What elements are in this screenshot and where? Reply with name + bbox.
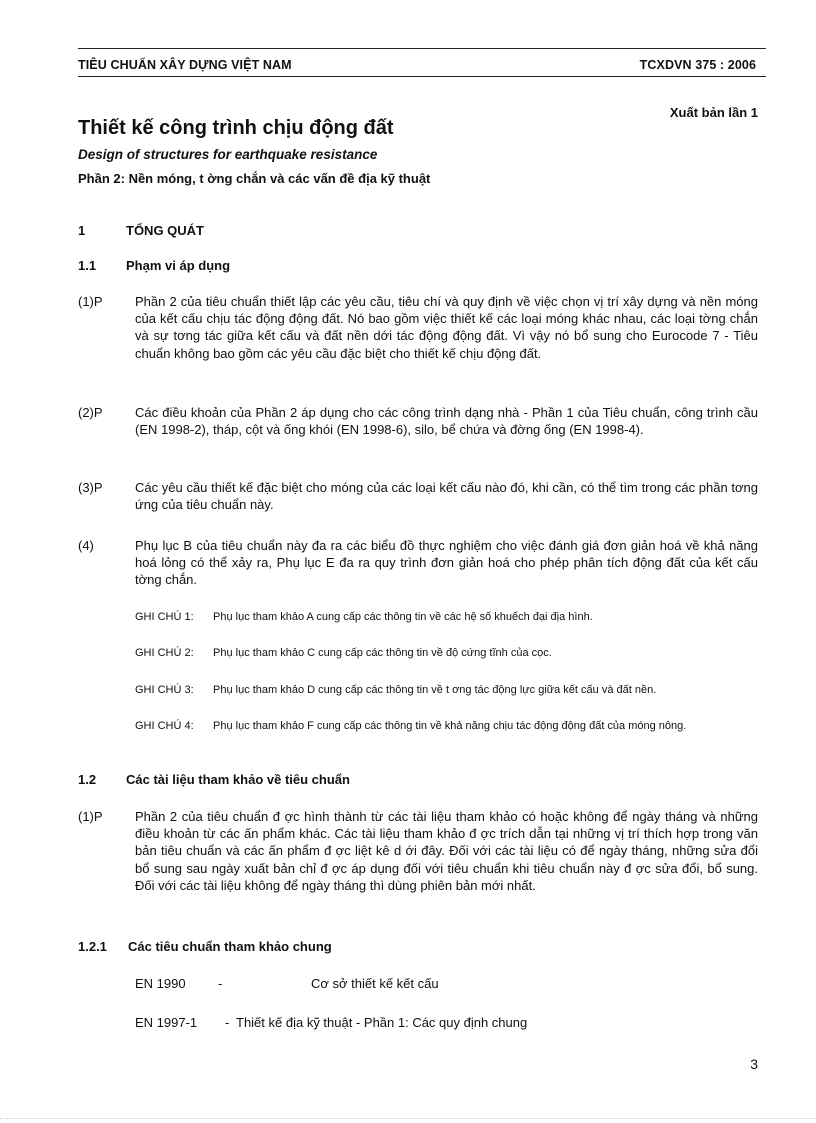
document-subtitle: Design of structures for earthquake resistance bbox=[78, 147, 378, 162]
document-part-title: Phần 2: Nền móng, t ờng chắn và các vấn đề địa kỹ thuật bbox=[78, 171, 431, 186]
reference-2-dash: - bbox=[225, 1015, 230, 1030]
note-4 bbox=[135, 719, 758, 734]
section-1-title: TỔNG QUÁT bbox=[126, 223, 204, 238]
paragraph-label: (3)P bbox=[78, 480, 103, 495]
note-1 bbox=[135, 610, 758, 625]
note-text: Phụ lục tham khảo C cung cấp các thông tin về độ cứng tĩnh của cọc. bbox=[213, 647, 552, 659]
paragraph-label: (1)P bbox=[78, 294, 103, 309]
reference-1-dash: - bbox=[218, 976, 223, 991]
note-2 bbox=[135, 646, 758, 661]
note-label: GHI CHÚ 2: bbox=[135, 647, 194, 659]
paragraph-text: Phụ lục B của tiêu chuẩn này đa ra các biểu đồ thực nghiệm cho việc đánh giá đơn giản hoá về khả năng hoá lỏng có thể xảy ra, Phụ lục E đa ra quy trình đơn giản hoá cho phép phân tích động đất của kết cấu tờng chắn. bbox=[135, 538, 758, 588]
section-1-2-1-number: 1.2.1 bbox=[78, 939, 107, 954]
note-label: GHI CHÚ 3: bbox=[135, 684, 194, 696]
reference-2-desc: Thiết kế địa kỹ thuật - Phần 1: Các quy định chung bbox=[236, 1015, 528, 1030]
document-title: Thiết kế công trình chịu động đất bbox=[78, 117, 394, 139]
reference-1-desc: Cơ sở thiết kế kết cấu bbox=[311, 976, 439, 991]
header-bottom-rule bbox=[78, 76, 766, 77]
note-text: Phụ lục tham khảo A cung cấp các thông tin về các hệ số khuếch đại địa hình. bbox=[213, 611, 593, 623]
paragraph-1-2-1 bbox=[78, 808, 758, 894]
paragraph-text: Phần 2 của tiêu chuẩn thiết lập các yêu cầu, tiêu chí và quy định về việc chọn vị trí xây dựng và nền móng của kết cấu chịu tác động động đất. Nó bao gồm việc thiết kế các loại móng khác nhau, các loại tờng chắn và sự tơng tác giữa kết cấu và đất nền dới tác động động đất. Vì vậy nó bổ sung cho Eurocode 7 - Tiêu chuẩn không bao gồm các yêu cầu đặc biệt cho thiết kế chịu động đất. bbox=[135, 294, 758, 361]
page-number: 3 bbox=[750, 1056, 758, 1072]
header-standard-name: TIÊU CHUẨN XÂY DỰNG VIỆT NAM bbox=[78, 58, 292, 72]
paragraph-label: (1)P bbox=[78, 809, 103, 824]
note-label: GHI CHÚ 4: bbox=[135, 720, 194, 732]
paragraph-text: Các yêu cầu thiết kế đặc biệt cho móng của các loại kết cấu nào đó, khi cần, có thể tìm trong các phần tơng ứng của tiêu chuẩn này. bbox=[135, 480, 758, 513]
note-text: Phụ lục tham khảo D cung cấp các thông tin về t ơng tác động lực giữa kết cấu và đất nền. bbox=[213, 684, 657, 696]
paragraph-label: (4) bbox=[78, 538, 94, 553]
header-top-rule bbox=[78, 48, 766, 49]
section-1-2-number: 1.2 bbox=[78, 772, 97, 787]
section-1-2-1-title: Các tiêu chuẩn tham khảo chung bbox=[128, 939, 332, 954]
paragraph-label: (2)P bbox=[78, 405, 103, 420]
section-1-1-title: Phạm vi áp dụng bbox=[126, 258, 231, 273]
section-1-number: 1 bbox=[78, 223, 86, 238]
section-1-2-title: Các tài liệu tham khảo về tiêu chuẩn bbox=[126, 772, 350, 787]
section-1-1-number: 1.1 bbox=[78, 258, 97, 273]
paragraph-1-1-1 bbox=[78, 293, 758, 362]
paragraph-text: Phần 2 của tiêu chuẩn đ ợc hình thành từ các tài liệu tham khảo có hoặc không để ngày tháng và những điều khoản từ các ấn phẩm khác. Các tài liệu tham khảo đ ợc trích dẫn tại những vị trí thích hợp trong văn bản tiêu chuẩn và các ấn phẩm đ ợc liệt kê d ới đây. Đối với các tài liệu có để ngày tháng, những sửa đổi bổ sung sau ngày xuất bản chỉ đ ợc áp dụng đối với tiêu chuẩn khi tiêu chuẩn này đ ợc sửa đổi, bổ sung. Đối với các tài liệu không để ngày tháng thì dùng phiên bản mới nhất. bbox=[135, 809, 758, 893]
paragraph-1-1-4 bbox=[78, 537, 758, 589]
paragraph-1-1-3 bbox=[78, 479, 758, 513]
edition-label: Xuất bản lần 1 bbox=[669, 105, 758, 120]
page-bottom-edge bbox=[0, 1118, 816, 1119]
note-text: Phụ lục tham khảo F cung cấp các thông tin về khả năng chịu tác động động đất của móng nông. bbox=[213, 720, 687, 732]
note-3 bbox=[135, 683, 758, 698]
header-standard-code: TCXDVN 375 : 2006 bbox=[639, 58, 756, 72]
reference-1-code: EN 1990 bbox=[135, 976, 186, 991]
note-label: GHI CHÚ 1: bbox=[135, 611, 194, 623]
reference-2-code: EN 1997-1 bbox=[135, 1015, 198, 1030]
paragraph-1-1-2 bbox=[78, 404, 758, 438]
paragraph-text: Các điều khoản của Phần 2 áp dụng cho các công trình dạng nhà - Phần 1 của Tiêu chuẩn, công trình cầu (EN 1998-2), tháp, cột và ống khói (EN 1998-6), silo, bể chứa và đờng ống (EN 1998-4). bbox=[135, 405, 758, 438]
